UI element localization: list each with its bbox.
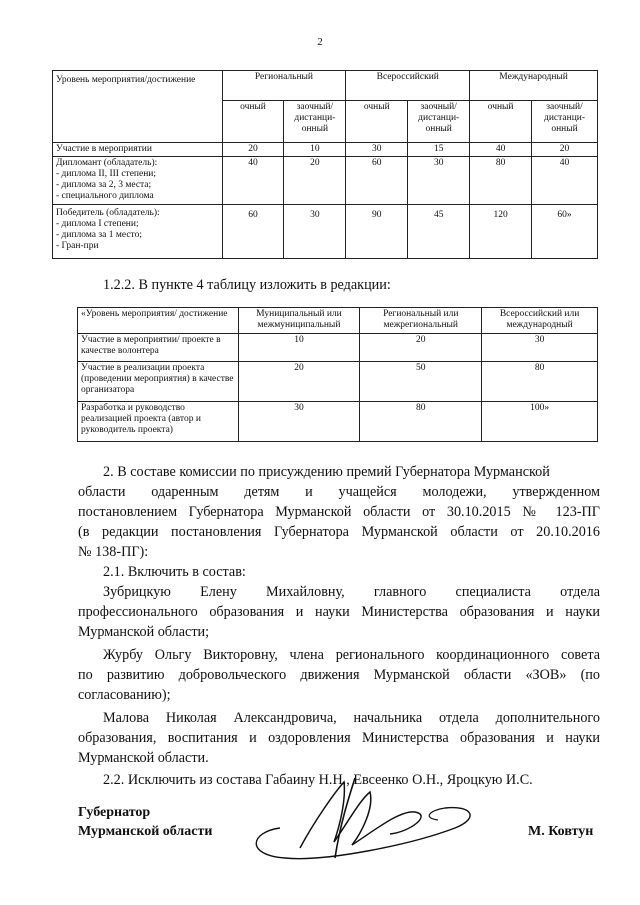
person-3-line: образования, воспитания и оздоровления Министерства образования и науки	[78, 730, 600, 746]
cell-value: 15	[408, 143, 470, 157]
signature-name: М. Ковтун	[528, 824, 594, 839]
table-row	[78, 402, 598, 442]
row-label: Разработка и руководство реализацией проекта (автор и руководитель проекта)	[78, 402, 239, 442]
cell-value: 40	[222, 157, 284, 205]
table2-header-municipal: Муниципальный или межмуниципальный	[238, 308, 360, 334]
cell-value: 50	[360, 362, 482, 402]
cell-value: 120	[470, 205, 532, 259]
cell-value: 90	[346, 205, 408, 259]
person-1-line: профессионального образования и науки Министерства образования и науки	[78, 604, 600, 620]
table1-header-level: Уровень мероприятия/достижение	[53, 71, 223, 143]
paragraph-2-line: (в редакции постановления Губернатора Мурманской области от 20.10.2016	[78, 524, 600, 540]
table1-sub-distance: заочный/ дистанци- онный	[408, 101, 470, 143]
person-1-line: Зубрицкую Елену Михайловну, главного специалиста отдела	[103, 584, 600, 600]
row-label: Дипломант (обладатель): - диплома II, III степени; - диплома за 2, 3 места; - специального диплома	[53, 157, 223, 205]
cell-value: 30	[284, 205, 346, 259]
cell-value: 30	[408, 157, 470, 205]
signature-title-line2: Мурманской области	[78, 824, 213, 839]
table-row	[53, 205, 598, 259]
cell-value: 20	[532, 143, 598, 157]
table-row	[78, 334, 598, 362]
cell-value: 40	[470, 143, 532, 157]
cell-value: 60	[346, 157, 408, 205]
table1-header-allrussian: Всероссийский	[346, 71, 470, 101]
cell-value: 80	[470, 157, 532, 205]
points-table-volunteer	[77, 307, 598, 442]
table2-header-allrussian: Всероссийский или международный	[482, 308, 598, 334]
cell-value: 20	[360, 334, 482, 362]
table-row	[53, 143, 598, 157]
table2-header-regional: Региональный или межрегиональный	[360, 308, 482, 334]
person-3-line: Малова Николая Александровича, начальника отдела дополнительного	[103, 710, 600, 726]
cell-value: 80	[360, 402, 482, 442]
cell-value: 80	[482, 362, 598, 402]
cell-value: 30	[346, 143, 408, 157]
table2-header-level: «Уровень мероприятия/ достижение	[78, 308, 239, 334]
person-2-line: согласованию);	[78, 687, 171, 703]
paragraph-2-line: № 138-ПГ):	[78, 544, 149, 560]
person-2-line: Журбу Ольгу Викторовну, члена регионального координационного совета	[103, 647, 600, 663]
table1-sub-fulltime: очный	[470, 101, 532, 143]
paragraph-2-line: 2. В составе комиссии по присуждению премий Губернатора Мурманской	[103, 464, 550, 480]
person-3-line: Мурманской области.	[78, 750, 209, 766]
paragraph-2-2: 2.2. Исключить из состава Габаину Н.Н., Евсеенко О.Н., Яроцкую И.С.	[103, 772, 533, 788]
paragraph-1-2-2: 1.2.2. В пункте 4 таблицу изложить в редакции:	[103, 277, 391, 293]
person-1-line: Мурманской области;	[78, 624, 210, 640]
cell-value: 10	[238, 334, 360, 362]
table1-sub-distance: заочный/ дистанци- онный	[532, 101, 598, 143]
cell-value: 100»	[482, 402, 598, 442]
table1-sub-distance: заочный/ дистанци- онный	[284, 101, 346, 143]
handwritten-signature	[240, 770, 490, 865]
person-2-line: по развитию добровольческого движения Мурманской области «ЗОВ» (по	[78, 667, 600, 683]
row-label: Победитель (обладатель): - диплома I степени; - диплома за 1 место; - Гран-при	[53, 205, 223, 259]
cell-value: 30	[482, 334, 598, 362]
paragraph-2-line: постановлением Губернатора Мурманской области от 30.10.2015 № 123-ПГ	[78, 504, 600, 520]
table1-header-regional: Региональный	[222, 71, 346, 101]
paragraph-2-1: 2.1. Включить в состав:	[103, 564, 246, 580]
cell-value: 60	[222, 205, 284, 259]
table1-sub-fulltime: очный	[222, 101, 284, 143]
paragraph-2-line: области одаренным детям и учащейся молодежи, утвержденном	[78, 484, 600, 500]
row-label: Участие в мероприятии/ проекте в качестве волонтера	[78, 334, 239, 362]
cell-value: 20	[238, 362, 360, 402]
cell-value: 45	[408, 205, 470, 259]
row-label: Участие в мероприятии	[53, 143, 223, 157]
cell-value: 60»	[532, 205, 598, 259]
signature-title-line1: Губернатор	[78, 805, 151, 820]
table1-sub-fulltime: очный	[346, 101, 408, 143]
row-label: Участие в реализации проекта (проведении мероприятия) в качестве организатора	[78, 362, 239, 402]
table-row	[53, 157, 598, 205]
table1-header-international: Международный	[470, 71, 598, 101]
cell-value: 10	[284, 143, 346, 157]
page-number: 2	[317, 36, 323, 48]
cell-value: 20	[284, 157, 346, 205]
table-row	[78, 362, 598, 402]
points-table-levels	[52, 70, 598, 259]
cell-value: 40	[532, 157, 598, 205]
cell-value: 30	[238, 402, 360, 442]
cell-value: 20	[222, 143, 284, 157]
